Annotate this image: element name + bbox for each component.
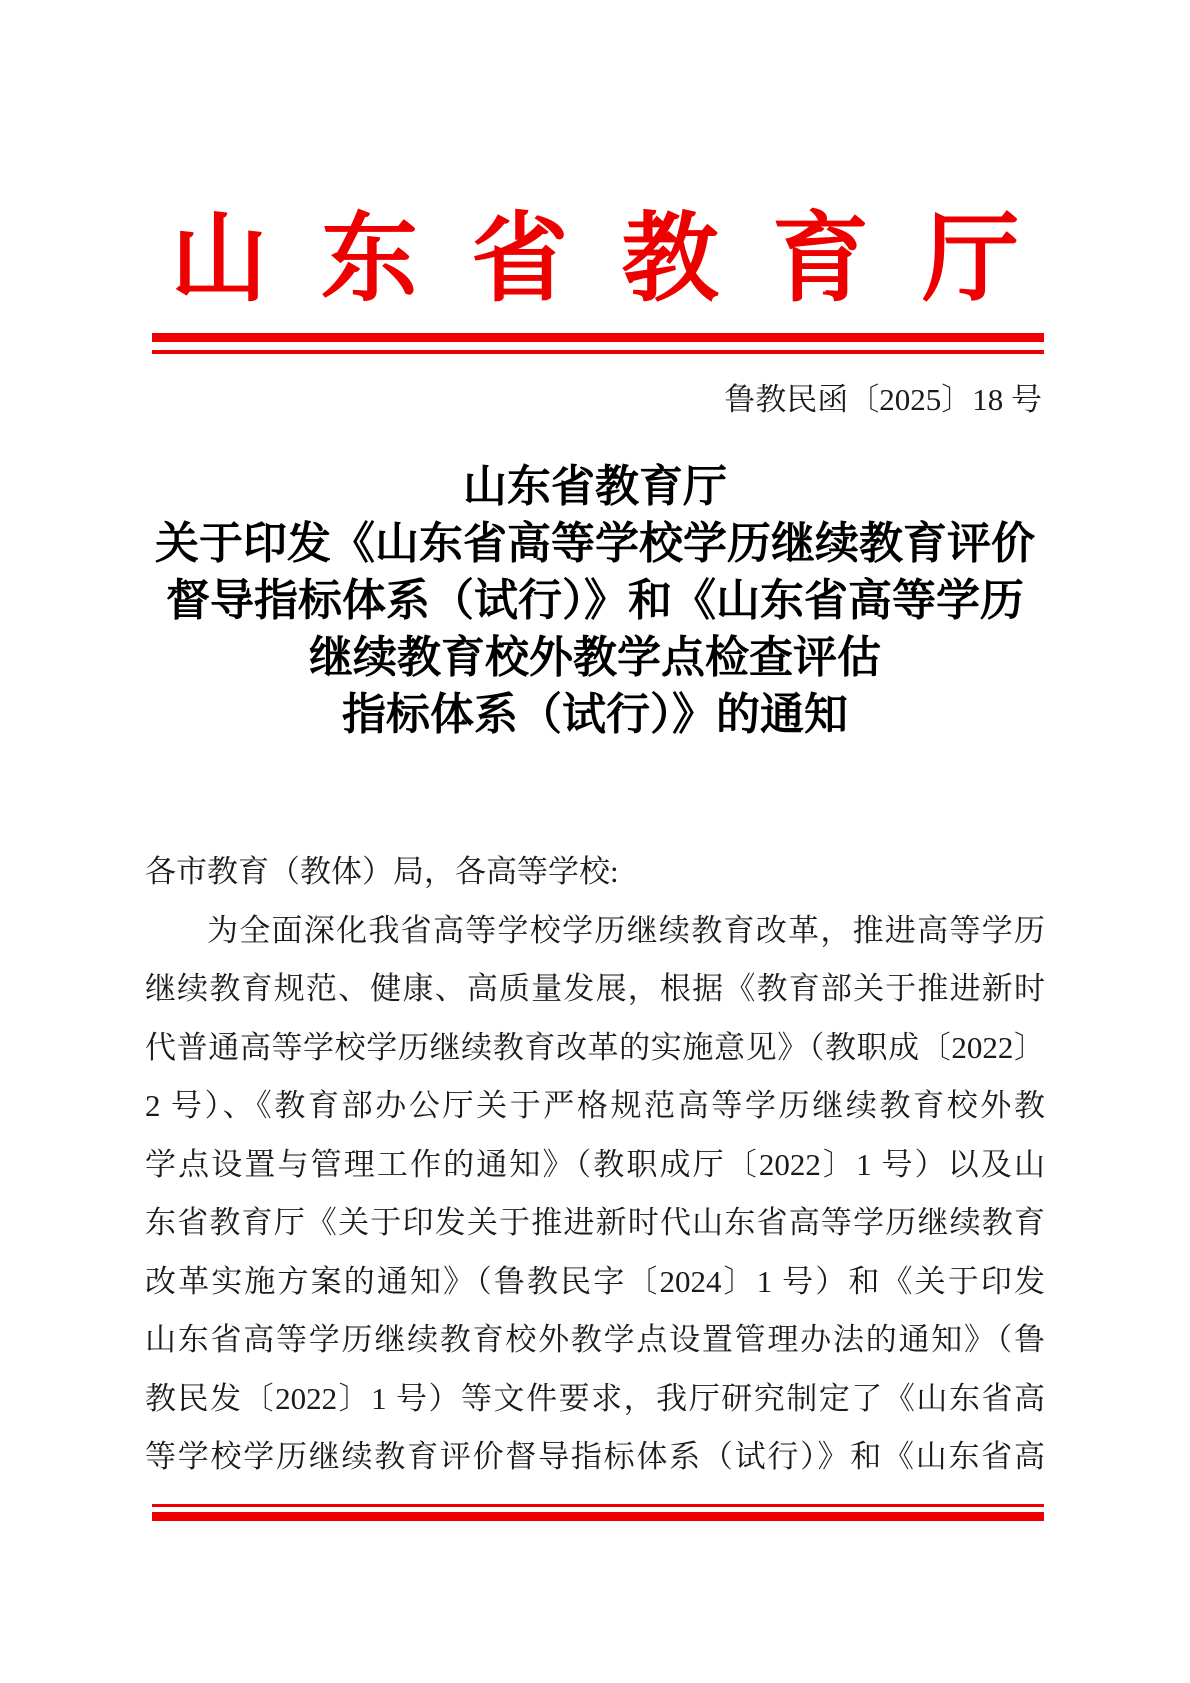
document-title: [75, 458, 1115, 743]
document-body: [145, 843, 1045, 1487]
title-line: 继续教育校外教学点检查评估: [309, 633, 881, 682]
body-line: 等学校学历继续教育评价督导指标体系（试行）》和《山东省高: [145, 1439, 1045, 1474]
agency-masthead: 山东省教育厅: [170, 206, 1073, 313]
body-line: 为全面深化我省高等学校学历继续教育改革，推进高等学历: [207, 912, 1045, 948]
footer-rule-thick: [152, 1512, 1044, 1521]
body-line: 东省教育厅《关于印发关于推进新时代山东省高等学历继续教育: [145, 1205, 1045, 1240]
title-line: 指标体系（试行）》的通知: [342, 690, 848, 739]
document-number: 鲁教民函〔2025〕18 号: [724, 382, 1042, 417]
body-line: 教民发〔2022〕1 号）等文件要求，我厅研究制定了《山东省高: [145, 1380, 1045, 1416]
title-line: 山东省教育厅: [463, 462, 727, 511]
body-line: 继续教育规范、健康、高质量发展，根据《教育部关于推进新时: [145, 971, 1045, 1006]
title-line: 督导指标体系（试行）》和《山东省高等学历: [166, 576, 1024, 625]
body-line: 山东省高等学历继续教育校外教学点设置管理办法的通知》（鲁: [145, 1322, 1045, 1357]
body-line: 代普通高等学校学历继续教育改革的实施意见》（教职成〔2022〕: [145, 1029, 1045, 1065]
title-line: 关于印发《山东省高等学校学历继续教育评价: [155, 519, 1035, 568]
footer-rule-thin: [152, 1504, 1044, 1507]
header-rule-thin: [152, 350, 1044, 354]
header-rule-thick: [152, 333, 1044, 342]
body-line: 改革实施方案的通知》（鲁教民字〔2024〕1 号）和《关于印发: [145, 1263, 1045, 1299]
salutation-line: 各市教育（教体）局，各高等学校:: [145, 854, 619, 889]
body-line: 学点设置与管理工作的通知》（教职成厅〔2022〕1 号）以及山: [145, 1146, 1045, 1182]
body-line: 2 号）、《教育部办公厅关于严格规范高等学历继续教育校外教: [145, 1088, 1045, 1123]
